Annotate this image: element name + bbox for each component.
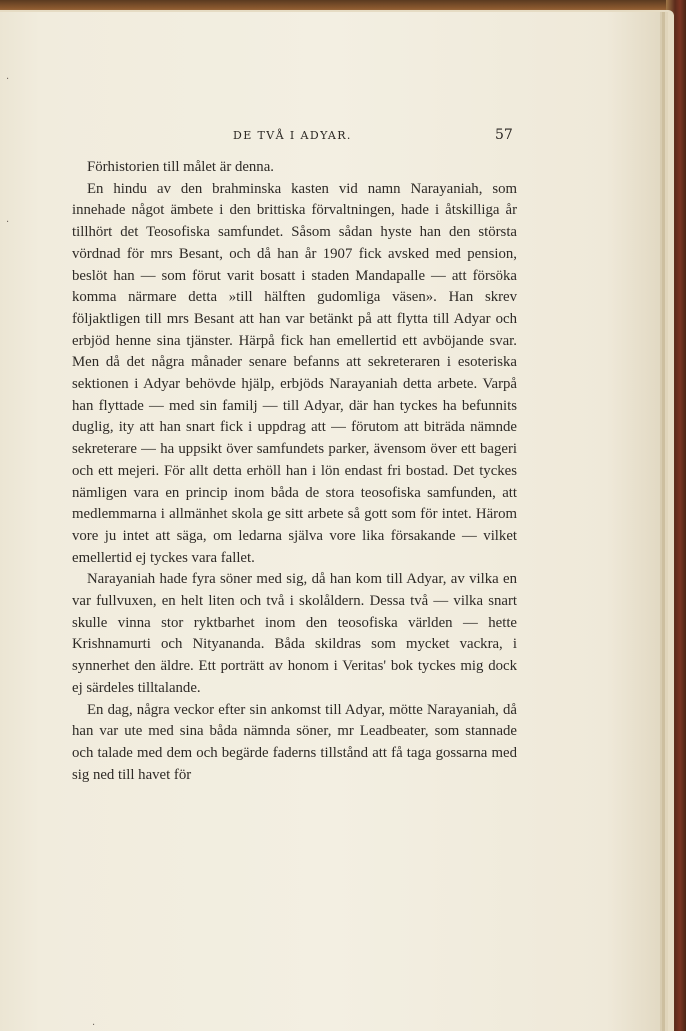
page-header — [0, 127, 660, 147]
margin-dot-mark: · — [6, 74, 10, 85]
body-text — [72, 157, 517, 786]
paragraph: En hindu av den brahminska kasten vid namn Narayaniah, som innehade något ämbete i den brittiska förvaltningen, hade i åtskilliga år tillhört det Teosofiska samfundet. Såsom sådan hyste han den största vördnad för mrs Besant, och då han år 1907 fick avsked med pension, beslöt han — som förut varit bosatt i staden Mandapalle — att försöka komma närmare detta »till hälften gudomliga väsen». Han skrev följaktligen till mrs Besant att han var betänkt på att flytta till Adyar och erbjöd henne sina tjänster. Härpå fick han emellertid ett avböjande svar. Men då det några månader senare befanns att sekreteraren i esoteriska sektionen i Adyar behövde hjälp, erbjöds Narayaniah detta arbete. Varpå han flyttade — med sin familj — till Adyar, där han tyckes ha befunnits duglig, ity att han snart fick i uppdrag att — förutom att biträda nämnde sekreterare — ha uppsikt över samfundets parker, ävensom över ett bageri och ett mejeri. För allt detta erhöll han i lön endast fri bostad. Det tyckes nämligen vara en princip inom båda de stora teosofiska samfunden, att medlemmarna i allmänhet skola ge sitt arbete så gott som för intet. Härom vore ju intet att säga, om ledarna själva vore lika försakande — vilket emellertid ej tyckes vara fallet. — [72, 180, 517, 566]
paragraph: En dag, några veckor efter sin ankomst till Adyar, mötte Narayaniah, då han var ute med sina båda nämnda söner, mr Leadbeater, som stannade och talade med dem och begärde faderns tillstånd att få taga gossarna med sig ned till havet för — [72, 701, 517, 783]
page-number: 57 — [495, 127, 513, 143]
paragraph: Förhistorien till målet är denna. — [87, 159, 274, 175]
paragraph: Narayaniah hade fyra söner med sig, då han kom till Adyar, av vilka en var fullvuxen, en helt liten och två i skolåldern. Dessa två — vilka snart skulle vinna stor ryktbarhet inom den teosofiska världen — hette Krishnamurti och Nityananda. Båda skildras som mycket vackra, i synnerhet den äldre. Ett porträtt av honom i Veritas' bok tyckes mig dock ej särdeles tilltalande. — [72, 571, 517, 696]
margin-dot-mark: · — [6, 217, 10, 228]
book-page — [0, 12, 660, 1031]
running-title: DE TVÅ I ADYAR. — [233, 129, 352, 142]
ink-speck-mark: · — [92, 1020, 96, 1031]
